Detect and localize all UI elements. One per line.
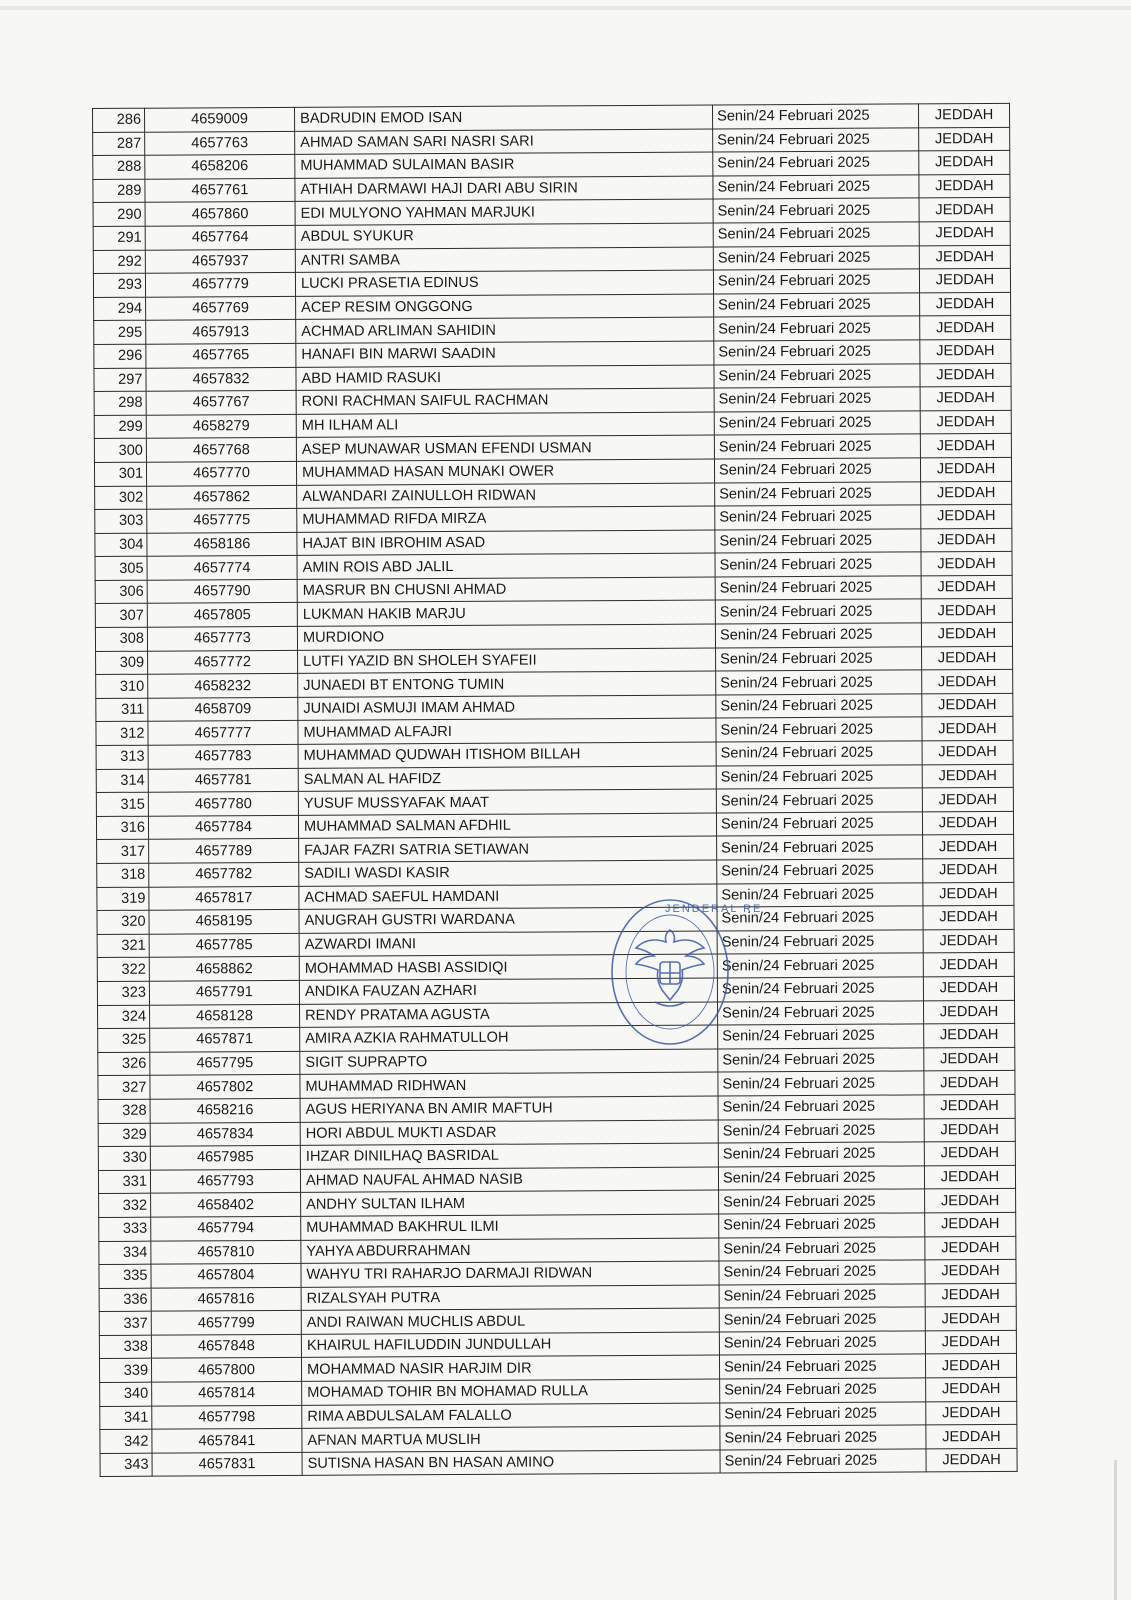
participant-name-cell: MOHAMAD TOHIR BN MOHAMAD RULLA [302, 1379, 720, 1405]
schedule-date-cell: Senin/24 Februari 2025 [716, 647, 922, 672]
participant-name-cell: RIZALSYAH PUTRA [301, 1285, 719, 1311]
row-number-cell: 298 [94, 391, 146, 415]
participant-name-cell: AMIRA AZKIA RAHMATULLOH [300, 1025, 718, 1051]
participant-name-cell: MUHAMMAD QUDWAH ITISHOM BILLAH [298, 742, 716, 768]
location-cell: JEDDAH [925, 1354, 1016, 1378]
location-cell: JEDDAH [919, 269, 1010, 293]
row-number-cell: 300 [94, 439, 146, 463]
location-cell: JEDDAH [925, 1212, 1016, 1236]
row-number-cell: 321 [97, 934, 149, 958]
schedule-date-cell: Senin/24 Februari 2025 [713, 175, 919, 200]
row-number-cell: 287 [93, 132, 145, 156]
row-number-cell: 294 [94, 297, 146, 321]
schedule-date-cell: Senin/24 Februari 2025 [714, 387, 920, 412]
passport-id-cell: 4657769 [146, 296, 296, 320]
participant-name-cell: AFNAN MARTUA MUSLIH [302, 1426, 720, 1452]
passport-id-cell: 4657779 [145, 273, 295, 297]
passport-id-cell: 4657782 [149, 862, 299, 886]
passport-id-cell: 4657791 [149, 980, 299, 1004]
location-cell: JEDDAH [922, 788, 1013, 812]
schedule-date-cell: Senin/24 Februari 2025 [715, 505, 921, 530]
passport-id-cell: 4657862 [147, 485, 297, 509]
participant-name-cell: ANDI RAIWAN MUCHLIS ABDUL [301, 1308, 719, 1334]
passport-id-cell: 4657817 [149, 886, 299, 910]
row-number-cell: 314 [96, 769, 148, 793]
row-number-cell: 329 [98, 1123, 150, 1147]
row-number-cell: 299 [94, 415, 146, 439]
schedule-date-cell: Senin/24 Februari 2025 [719, 1354, 925, 1379]
location-cell: JEDDAH [923, 835, 1014, 859]
location-cell: JEDDAH [921, 504, 1012, 528]
passport-id-cell: 4657783 [148, 744, 298, 768]
participant-name-cell: AMIN ROIS ABD JALIL [297, 553, 715, 579]
passport-id-cell: 4657805 [147, 603, 297, 627]
schedule-date-cell: Senin/24 Februari 2025 [716, 717, 922, 742]
location-cell: JEDDAH [920, 339, 1011, 363]
schedule-date-cell: Senin/24 Februari 2025 [719, 1284, 925, 1309]
row-number-cell: 305 [95, 556, 147, 580]
location-cell: JEDDAH [919, 174, 1010, 198]
location-cell: JEDDAH [923, 953, 1014, 977]
participant-name-cell: ACHMAD SAEFUL HAMDANI [299, 884, 717, 910]
row-number-cell: 291 [93, 226, 145, 250]
participant-name-cell: MOHAMMAD HASBI ASSIDIQI [299, 954, 717, 980]
row-number-cell: 319 [97, 887, 149, 911]
location-cell: JEDDAH [923, 1000, 1014, 1024]
schedule-date-cell: Senin/24 Februari 2025 [715, 623, 921, 648]
passport-id-cell: 4657795 [150, 1051, 300, 1075]
passport-id-cell: 4657800 [151, 1358, 301, 1382]
passport-id-cell: 4657802 [150, 1075, 300, 1099]
participant-name-cell: MUHAMMAD RIDHWAN [300, 1072, 718, 1098]
participant-name-cell: SIGIT SUPRAPTO [300, 1049, 718, 1075]
row-number-cell: 315 [96, 792, 148, 816]
participant-name-cell: ABD HAMID RASUKI [296, 365, 714, 391]
schedule-date-cell: Senin/24 Februari 2025 [720, 1449, 926, 1474]
location-cell: JEDDAH [924, 1118, 1015, 1142]
participant-name-cell: YAHYA ABDURRAHMAN [301, 1238, 719, 1264]
participant-name-cell: ATHIAH DARMAWI HAJI DARI ABU SIRIN [295, 176, 713, 202]
participant-name-cell: EDI MULYONO YAHMAN MARJUKI [295, 199, 713, 225]
participant-name-cell: LUCKI PRASETIA EDINUS [295, 270, 713, 296]
schedule-date-cell: Senin/24 Februari 2025 [713, 198, 919, 223]
passport-id-cell: 4657790 [147, 579, 297, 603]
row-number-cell: 337 [99, 1311, 151, 1335]
location-cell: JEDDAH [926, 1377, 1017, 1401]
participant-name-cell: MUHAMMAD BAKHRUL ILMI [301, 1214, 719, 1240]
schedule-date-cell: Senin/24 Februari 2025 [714, 340, 920, 365]
passport-id-cell: 4657767 [146, 390, 296, 414]
participant-name-cell: SUTISNA HASAN BN HASAN AMINO [302, 1450, 720, 1476]
participant-name-cell: YUSUF MUSSYAFAK MAAT [298, 789, 716, 815]
row-number-cell: 327 [98, 1076, 150, 1100]
schedule-date-cell: Senin/24 Februari 2025 [717, 882, 923, 907]
schedule-date-cell: Senin/24 Februari 2025 [720, 1425, 926, 1450]
passport-id-cell: 4658279 [146, 414, 296, 438]
passport-id-cell: 4657793 [150, 1169, 300, 1193]
location-cell: JEDDAH [920, 457, 1011, 481]
schedule-date-cell: Senin/24 Februari 2025 [716, 764, 922, 789]
schedule-date-cell: Senin/24 Februari 2025 [716, 694, 922, 719]
schedule-date-cell: Senin/24 Februari 2025 [718, 1024, 924, 1049]
passport-id-cell: 4657794 [151, 1216, 301, 1240]
passport-id-cell: 4657781 [148, 768, 298, 792]
participant-name-cell: RONI RACHMAN SAIFUL RACHMAN [296, 388, 714, 414]
location-cell: JEDDAH [919, 151, 1010, 175]
participant-name-cell: HAJAT BIN IBROHIM ASAD [297, 530, 715, 556]
passport-id-cell: 4657772 [148, 650, 298, 674]
location-cell: JEDDAH [924, 1141, 1015, 1165]
passport-id-cell: 4657773 [147, 626, 297, 650]
passport-id-cell: 4658206 [145, 155, 295, 179]
location-cell: JEDDAH [920, 292, 1011, 316]
row-number-cell: 302 [95, 486, 147, 510]
passport-id-cell: 4657775 [147, 508, 297, 532]
location-cell: JEDDAH [921, 528, 1012, 552]
participant-name-cell: MH ILHAM ALI [296, 412, 714, 438]
location-cell: JEDDAH [920, 316, 1011, 340]
participant-name-cell: SADILI WASDI KASIR [299, 860, 717, 886]
row-number-cell: 331 [98, 1170, 150, 1194]
passport-id-cell: 4657799 [151, 1311, 301, 1335]
participant-name-cell: LUTFI YAZID BN SHOLEH SYAFEII [298, 648, 716, 674]
location-cell: JEDDAH [922, 740, 1013, 764]
location-cell: JEDDAH [920, 434, 1011, 458]
row-number-cell: 320 [97, 910, 149, 934]
row-number-cell: 317 [97, 840, 149, 864]
passport-id-cell: 4657763 [145, 131, 295, 155]
location-cell: JEDDAH [925, 1307, 1016, 1331]
schedule-date-cell: Senin/24 Februari 2025 [715, 599, 921, 624]
table-body [93, 103, 1018, 1477]
location-cell: JEDDAH [921, 599, 1012, 623]
scan-artifact-line [1114, 1460, 1117, 1600]
schedule-date-cell: Senin/24 Februari 2025 [712, 104, 918, 129]
row-number-cell: 332 [99, 1194, 151, 1218]
row-number-cell: 312 [96, 722, 148, 746]
schedule-date-cell: Senin/24 Februari 2025 [713, 269, 919, 294]
row-number-cell: 288 [93, 155, 145, 179]
participant-name-cell: SALMAN AL HAFIDZ [298, 766, 716, 792]
seal-text: JENDERAL RE [665, 903, 763, 915]
schedule-date-cell: Senin/24 Februari 2025 [717, 930, 923, 955]
location-cell: JEDDAH [925, 1259, 1016, 1283]
participant-table [92, 103, 1018, 1478]
schedule-date-cell: Senin/24 Februari 2025 [718, 1071, 924, 1096]
schedule-date-cell: Senin/24 Februari 2025 [718, 1048, 924, 1073]
location-cell: JEDDAH [922, 811, 1013, 835]
schedule-date-cell: Senin/24 Februari 2025 [713, 222, 919, 247]
row-number-cell: 323 [97, 981, 149, 1005]
passport-id-cell: 4657871 [150, 1028, 300, 1052]
participant-name-cell: ANDIKA FAUZAN AZHARI [299, 978, 717, 1004]
passport-id-cell: 4657831 [152, 1452, 302, 1476]
schedule-date-cell: Senin/24 Februari 2025 [713, 245, 919, 270]
location-cell: JEDDAH [920, 410, 1011, 434]
schedule-date-cell: Senin/24 Februari 2025 [719, 1331, 925, 1356]
passport-id-cell: 4658216 [150, 1098, 300, 1122]
schedule-date-cell: Senin/24 Februari 2025 [716, 812, 922, 837]
location-cell: JEDDAH [925, 1283, 1016, 1307]
passport-id-cell: 4658232 [148, 674, 298, 698]
schedule-date-cell: Senin/24 Februari 2025 [718, 1166, 924, 1191]
passport-id-cell: 4657816 [151, 1287, 301, 1311]
row-number-cell: 336 [99, 1288, 151, 1312]
location-cell: JEDDAH [921, 552, 1012, 576]
page-top-edge [0, 6, 1131, 10]
row-number-cell: 339 [99, 1359, 151, 1383]
participant-name-cell: MUHAMMAD SALMAN AFDHIL [298, 813, 716, 839]
schedule-date-cell: Senin/24 Februari 2025 [718, 1095, 924, 1120]
passport-id-cell: 4659009 [145, 107, 295, 131]
row-number-cell: 295 [94, 321, 146, 345]
participant-name-cell: ACEP RESIM ONGGONG [296, 294, 714, 320]
passport-id-cell: 4658195 [149, 910, 299, 934]
passport-id-cell: 4657770 [146, 461, 296, 485]
passport-id-cell: 4658862 [149, 957, 299, 981]
location-cell: JEDDAH [921, 481, 1012, 505]
location-cell: JEDDAH [922, 670, 1013, 694]
row-number-cell: 293 [93, 273, 145, 297]
passport-id-cell: 4657774 [147, 556, 297, 580]
row-number-cell: 307 [95, 604, 147, 628]
passport-id-cell: 4657848 [151, 1334, 301, 1358]
schedule-date-cell: Senin/24 Februari 2025 [719, 1213, 925, 1238]
passport-id-cell: 4657860 [145, 202, 295, 226]
row-number-cell: 313 [96, 745, 148, 769]
passport-id-cell: 4657810 [151, 1240, 301, 1264]
schedule-date-cell: Senin/24 Februari 2025 [715, 576, 921, 601]
passport-id-cell: 4657789 [149, 839, 299, 863]
schedule-date-cell: Senin/24 Februari 2025 [718, 1000, 924, 1025]
participant-name-cell: MURDIONO [297, 624, 715, 650]
location-cell: JEDDAH [923, 906, 1014, 930]
row-number-cell: 338 [99, 1335, 151, 1359]
passport-id-cell: 4657985 [150, 1145, 300, 1169]
location-cell: JEDDAH [919, 198, 1010, 222]
participant-name-cell: AHMAD NAUFAL AHMAD NASIB [300, 1167, 718, 1193]
location-cell: JEDDAH [923, 882, 1014, 906]
passport-id-cell: 4657785 [149, 933, 299, 957]
location-cell: JEDDAH [924, 1047, 1015, 1071]
participant-name-cell: AHMAD SAMAN SARI NASRI SARI [295, 129, 713, 155]
schedule-date-cell: Senin/24 Februari 2025 [717, 953, 923, 978]
passport-id-cell: 4657764 [145, 225, 295, 249]
participant-name-cell: JUNAIDI ASMUJI IMAM AHMAD [298, 695, 716, 721]
schedule-date-cell: Senin/24 Februari 2025 [719, 1189, 925, 1214]
table-row [100, 1448, 1017, 1477]
location-cell: JEDDAH [924, 1165, 1015, 1189]
location-cell: JEDDAH [920, 363, 1011, 387]
participant-name-cell: IHZAR DINILHAQ BASRIDAL [300, 1143, 718, 1169]
schedule-date-cell: Senin/24 Februari 2025 [713, 127, 919, 152]
schedule-date-cell: Senin/24 Februari 2025 [719, 1236, 925, 1261]
passport-id-cell: 4657784 [148, 815, 298, 839]
participant-name-cell: AGUS HERIYANA BN AMIR MAFTUH [300, 1096, 718, 1122]
participant-name-cell: RENDY PRATAMA AGUSTA [300, 1002, 718, 1028]
location-cell: JEDDAH [923, 976, 1014, 1000]
participant-name-cell: HORI ABDUL MUKTI ASDAR [300, 1120, 718, 1146]
participant-name-cell: HANAFI BIN MARWI SAADIN [296, 341, 714, 367]
row-number-cell: 328 [98, 1099, 150, 1123]
schedule-date-cell: Senin/24 Februari 2025 [715, 552, 921, 577]
passport-id-cell: 4657768 [146, 438, 296, 462]
location-cell: JEDDAH [920, 386, 1011, 410]
location-cell: JEDDAH [922, 646, 1013, 670]
participant-name-cell: KHAIRUL HAFILUDDIN JUNDULLAH [301, 1332, 719, 1358]
schedule-date-cell: Senin/24 Februari 2025 [714, 363, 920, 388]
location-cell: JEDDAH [922, 693, 1013, 717]
row-number-cell: 340 [100, 1382, 152, 1406]
row-number-cell: 334 [99, 1241, 151, 1265]
schedule-date-cell: Senin/24 Februari 2025 [719, 1260, 925, 1285]
passport-id-cell: 4657937 [145, 249, 295, 273]
participant-name-cell: FAJAR FAZRI SATRIA SETIAWAN [299, 836, 717, 862]
schedule-date-cell: Senin/24 Februari 2025 [717, 977, 923, 1002]
schedule-date-cell: Senin/24 Februari 2025 [717, 835, 923, 860]
row-number-cell: 341 [100, 1406, 152, 1430]
row-number-cell: 333 [99, 1217, 151, 1241]
location-cell: JEDDAH [923, 858, 1014, 882]
passport-id-cell: 4657798 [152, 1405, 302, 1429]
passport-id-cell: 4657777 [148, 721, 298, 745]
row-number-cell: 343 [100, 1453, 152, 1477]
row-number-cell: 324 [98, 1005, 150, 1029]
row-number-cell: 301 [94, 462, 146, 486]
row-number-cell: 330 [98, 1146, 150, 1170]
location-cell: JEDDAH [919, 245, 1010, 269]
schedule-date-cell: Senin/24 Februari 2025 [713, 151, 919, 176]
participant-name-cell: ABDUL SYUKUR [295, 223, 713, 249]
participant-name-cell: ASEP MUNAWAR USMAN EFENDI USMAN [296, 435, 714, 461]
participant-name-cell: RIMA ABDULSALAM FALALLO [302, 1403, 720, 1429]
row-number-cell: 311 [96, 698, 148, 722]
location-cell: JEDDAH [922, 717, 1013, 741]
location-cell: JEDDAH [924, 1094, 1015, 1118]
passport-id-cell: 4657804 [151, 1263, 301, 1287]
location-cell: JEDDAH [926, 1401, 1017, 1425]
participant-name-cell: MUHAMMAD RIFDA MIRZA [297, 506, 715, 532]
location-cell: JEDDAH [919, 221, 1010, 245]
schedule-date-cell: Senin/24 Februari 2025 [718, 1142, 924, 1167]
participant-name-cell: ALWANDARI ZAINULLOH RIDWAN [297, 483, 715, 509]
row-number-cell: 342 [100, 1429, 152, 1453]
row-number-cell: 322 [97, 958, 149, 982]
row-number-cell: 296 [94, 344, 146, 368]
row-number-cell: 325 [98, 1028, 150, 1052]
schedule-date-cell: Senin/24 Februari 2025 [719, 1307, 925, 1332]
participant-name-cell: MUHAMMAD SULAIMAN BASIR [295, 152, 713, 178]
passport-id-cell: 4658186 [147, 532, 297, 556]
row-number-cell: 316 [96, 816, 148, 840]
location-cell: JEDDAH [918, 103, 1009, 127]
passport-id-cell: 4657841 [152, 1429, 302, 1453]
participant-name-cell: ACHMAD ARLIMAN SAHIDIN [296, 317, 714, 343]
row-number-cell: 286 [93, 108, 145, 132]
passport-id-cell: 4657834 [150, 1122, 300, 1146]
schedule-date-cell: Senin/24 Februari 2025 [714, 411, 920, 436]
schedule-date-cell: Senin/24 Februari 2025 [715, 529, 921, 554]
location-cell: JEDDAH [925, 1236, 1016, 1260]
schedule-date-cell: Senin/24 Februari 2025 [716, 670, 922, 695]
row-number-cell: 335 [99, 1264, 151, 1288]
participant-name-cell: MOHAMMAD NASIR HARJIM DIR [301, 1355, 719, 1381]
schedule-date-cell: Senin/24 Februari 2025 [716, 741, 922, 766]
participant-name-cell: MASRUR BN CHUSNI AHMAD [297, 577, 715, 603]
schedule-date-cell: Senin/24 Februari 2025 [714, 316, 920, 341]
schedule-date-cell: Senin/24 Februari 2025 [720, 1378, 926, 1403]
location-cell: JEDDAH [926, 1448, 1017, 1472]
participant-name-cell: MUHAMMAD ALFAJRI [298, 718, 716, 744]
location-cell: JEDDAH [923, 929, 1014, 953]
passport-id-cell: 4657761 [145, 178, 295, 202]
participant-name-cell: LUKMAN HAKIB MARJU [297, 600, 715, 626]
schedule-date-cell: Senin/24 Februari 2025 [715, 481, 921, 506]
passport-id-cell: 4657780 [148, 792, 298, 816]
location-cell: JEDDAH [925, 1189, 1016, 1213]
schedule-date-cell: Senin/24 Februari 2025 [714, 293, 920, 318]
row-number-cell: 290 [93, 203, 145, 227]
schedule-date-cell: Senin/24 Februari 2025 [717, 906, 923, 931]
schedule-date-cell: Senin/24 Februari 2025 [717, 859, 923, 884]
row-number-cell: 292 [93, 250, 145, 274]
row-number-cell: 304 [95, 533, 147, 557]
row-number-cell: 318 [97, 863, 149, 887]
schedule-date-cell: Senin/24 Februari 2025 [718, 1118, 924, 1143]
passport-id-cell: 4658128 [150, 1004, 300, 1028]
row-number-cell: 297 [94, 368, 146, 392]
row-number-cell: 309 [96, 651, 148, 675]
participant-name-cell: ANTRI SAMBA [295, 247, 713, 273]
participant-name-cell: JUNAEDI BT ENTONG TUMIN [298, 671, 716, 697]
participant-name-cell: AZWARDI IMANI [299, 931, 717, 957]
location-cell: JEDDAH [924, 1071, 1015, 1095]
participant-name-cell: BADRUDIN EMOD ISAN [294, 105, 712, 131]
participant-name-cell: ANDHY SULTAN ILHAM [301, 1190, 719, 1216]
schedule-date-cell: Senin/24 Februari 2025 [720, 1402, 926, 1427]
row-number-cell: 289 [93, 179, 145, 203]
row-number-cell: 326 [98, 1052, 150, 1076]
participant-name-cell: WAHYU TRI RAHARJO DARMAJI RIDWAN [301, 1261, 719, 1287]
row-number-cell: 310 [96, 674, 148, 698]
location-cell: JEDDAH [926, 1425, 1017, 1449]
row-number-cell: 303 [95, 509, 147, 533]
schedule-date-cell: Senin/24 Februari 2025 [714, 458, 920, 483]
passport-id-cell: 4657832 [146, 367, 296, 391]
participant-name-cell: MUHAMMAD HASAN MUNAKI OWER [296, 459, 714, 485]
location-cell: JEDDAH [925, 1330, 1016, 1354]
schedule-date-cell: Senin/24 Februari 2025 [716, 788, 922, 813]
location-cell: JEDDAH [919, 127, 1010, 151]
participant-table-wrapper [92, 103, 1018, 1478]
location-cell: JEDDAH [921, 575, 1012, 599]
location-cell: JEDDAH [921, 622, 1012, 646]
row-number-cell: 308 [95, 627, 147, 651]
passport-id-cell: 4657814 [152, 1381, 302, 1405]
passport-id-cell: 4658709 [148, 697, 298, 721]
schedule-date-cell: Senin/24 Februari 2025 [714, 434, 920, 459]
participant-name-cell: ANUGRAH GUSTRI WARDANA [299, 907, 717, 933]
location-cell: JEDDAH [922, 764, 1013, 788]
passport-id-cell: 4658402 [151, 1193, 301, 1217]
passport-id-cell: 4657913 [146, 320, 296, 344]
location-cell: JEDDAH [924, 1024, 1015, 1048]
passport-id-cell: 4657765 [146, 343, 296, 367]
row-number-cell: 306 [95, 580, 147, 604]
